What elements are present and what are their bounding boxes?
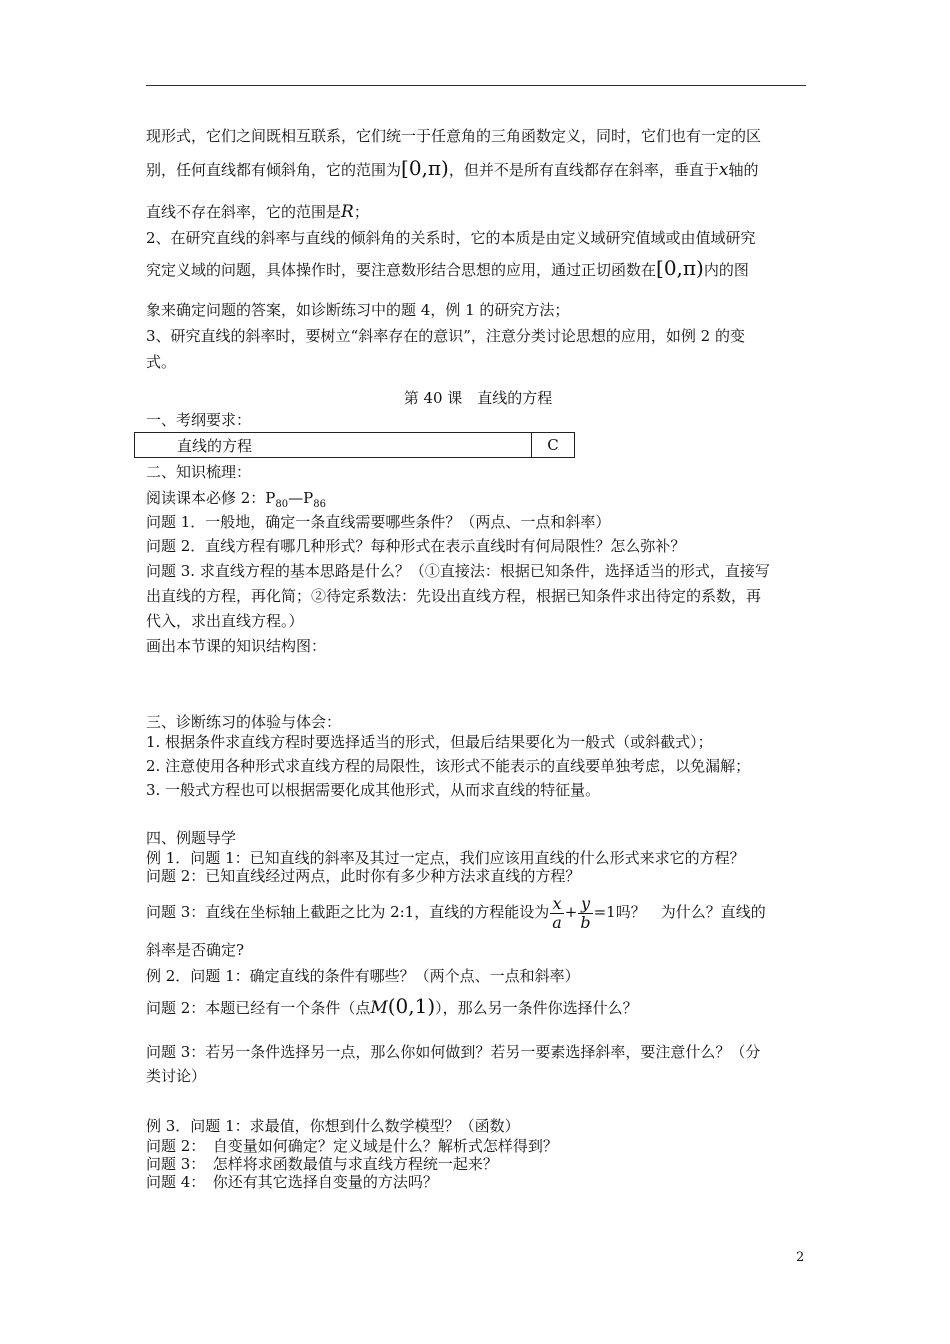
question: 例 3．问题 1：求最值，你想到什么数学模型？（函数）: [146, 1117, 520, 1135]
section-heading: 四、例题导学: [146, 829, 237, 847]
question: 问题 1．一般地，确定一条直线需要哪些条件？（两点、一点和斜率）: [146, 513, 611, 531]
math-range: [0,π): [656, 256, 704, 280]
lesson-title: 第 40 课 直线的方程: [403, 389, 553, 407]
question: 问题 2：已知直线经过两点，此时你有多少种方法求直线的方程？: [146, 867, 581, 885]
math-range: [0,π): [401, 156, 449, 180]
paragraph-line: 2、在研究直线的斜率与直线的倾斜角的关系时，它的本质是由定义域研究值域或由值域研究: [146, 229, 756, 247]
table-cell-level: C: [532, 433, 575, 458]
paragraph-line: 究定义域的问题，具体操作时，要注意数形结合思想的应用，通过正切函数在[0,π)内的图: [146, 256, 749, 280]
question: 问题 3. 求直线方程的基本思路是什么？（①直接法：根据已知条件，选择适当的形式，直接写: [146, 562, 770, 580]
math-R: R: [341, 202, 354, 222]
math-x: x: [718, 160, 729, 180]
list-item: 1. 根据条件求直线方程时要选择适当的形式，但最后结果要化为一般式（或斜截式）；: [146, 733, 713, 751]
page-number: 2: [796, 1250, 805, 1265]
question: 问题 4： 你还有其它选择自变量的方法吗？: [146, 1173, 438, 1191]
question: 出直线的方程，再化简；②待定系数法：先设出直线方程，根据已知条件求出待定的系数，再: [146, 587, 762, 605]
reading-assignment: 阅读课本必修 2：$P_{80}—P_{86}$: [146, 489, 326, 510]
question: 例 1．问题 1：已知直线的斜率及其过一定点，我们应该用直线的什么形式来求它的方程？: [146, 849, 745, 867]
question: 问题 3：直线在坐标轴上截距之比为 2:1，直线的方程能设为 $\frac{x}{a}$ + $\frac{y}{b}$ =1吗？ 为什么？直线的: [146, 893, 766, 932]
syllabus-table: [134, 432, 575, 458]
paragraph-line: 式。: [146, 353, 177, 371]
question: 问题 2： 自变量如何确定？定义域是什么？解析式怎样得到？: [146, 1137, 558, 1155]
paragraph-line: 直线不存在斜率，它的范围是R；: [146, 202, 369, 222]
header-rule: [146, 85, 806, 86]
fraction-y-over-b: $\frac{y}{b}$: [580, 893, 591, 932]
fraction-x-over-a: $\frac{x}{a}$: [552, 893, 562, 932]
section-heading: 二、知识梳理：: [146, 463, 252, 481]
list-item: 3. 一般式方程也可以根据需要化成其他形式，从而求直线的特征量。: [146, 781, 601, 799]
question: 问题 2：本题已经有一个条件（点M(0,1)），那么另一条件你选择什么？: [146, 994, 638, 1018]
section-heading: 三、诊断练习的体验与体会：: [146, 713, 342, 731]
question: 代入，求出直线方程。）: [146, 612, 304, 630]
paragraph-line: 3、研究直线的斜率时，要树立“斜率存在的意识”，注意分类讨论思想的应用，如例 2 的变: [146, 327, 745, 345]
paragraph-line: 象来确定问题的答案，如诊断练习中的题 4，例 1 的研究方法；: [146, 301, 570, 319]
math-M: M: [370, 998, 388, 1018]
table-row: [135, 433, 575, 458]
math-point: (0,1): [387, 994, 436, 1018]
paragraph-line: 现形式，它们之间既相互联系，它们统一于任意角的三角函数定义，同时，它们也有一定的区: [146, 127, 762, 145]
question: 问题 3： 怎样将求函数最值与求直线方程统一起来？: [146, 1155, 498, 1173]
question: 问题 3：若另一条件选择另一点，那么你如何做到？若另一要素选择斜率，要注意什么？（分: [146, 1043, 761, 1061]
question: 问题 2．直线方程有哪几种形式？每种形式在表示直线时有何局限性？怎么弥补？: [146, 537, 686, 555]
instruction: 画出本节课的知识结构图：: [146, 637, 327, 655]
paragraph-line: 别，任何直线都有倾斜角，它的范围为[0,π)，但并不是所有直线都存在斜率，垂直于x轴的: [146, 156, 759, 180]
question: 例 2．问题 1：确定直线的条件有哪些？（两个点、一点和斜率）: [146, 967, 580, 985]
table-cell-item: 直线的方程: [135, 433, 532, 458]
question: 类讨论）: [146, 1067, 207, 1085]
question: 斜率是否确定?: [146, 941, 245, 959]
list-item: 2. 注意使用各种形式求直线方程的局限性，该形式不能表示的直线要单独考虑，以免漏解；: [146, 757, 751, 775]
section-heading: 一、考纲要求：: [146, 411, 252, 429]
